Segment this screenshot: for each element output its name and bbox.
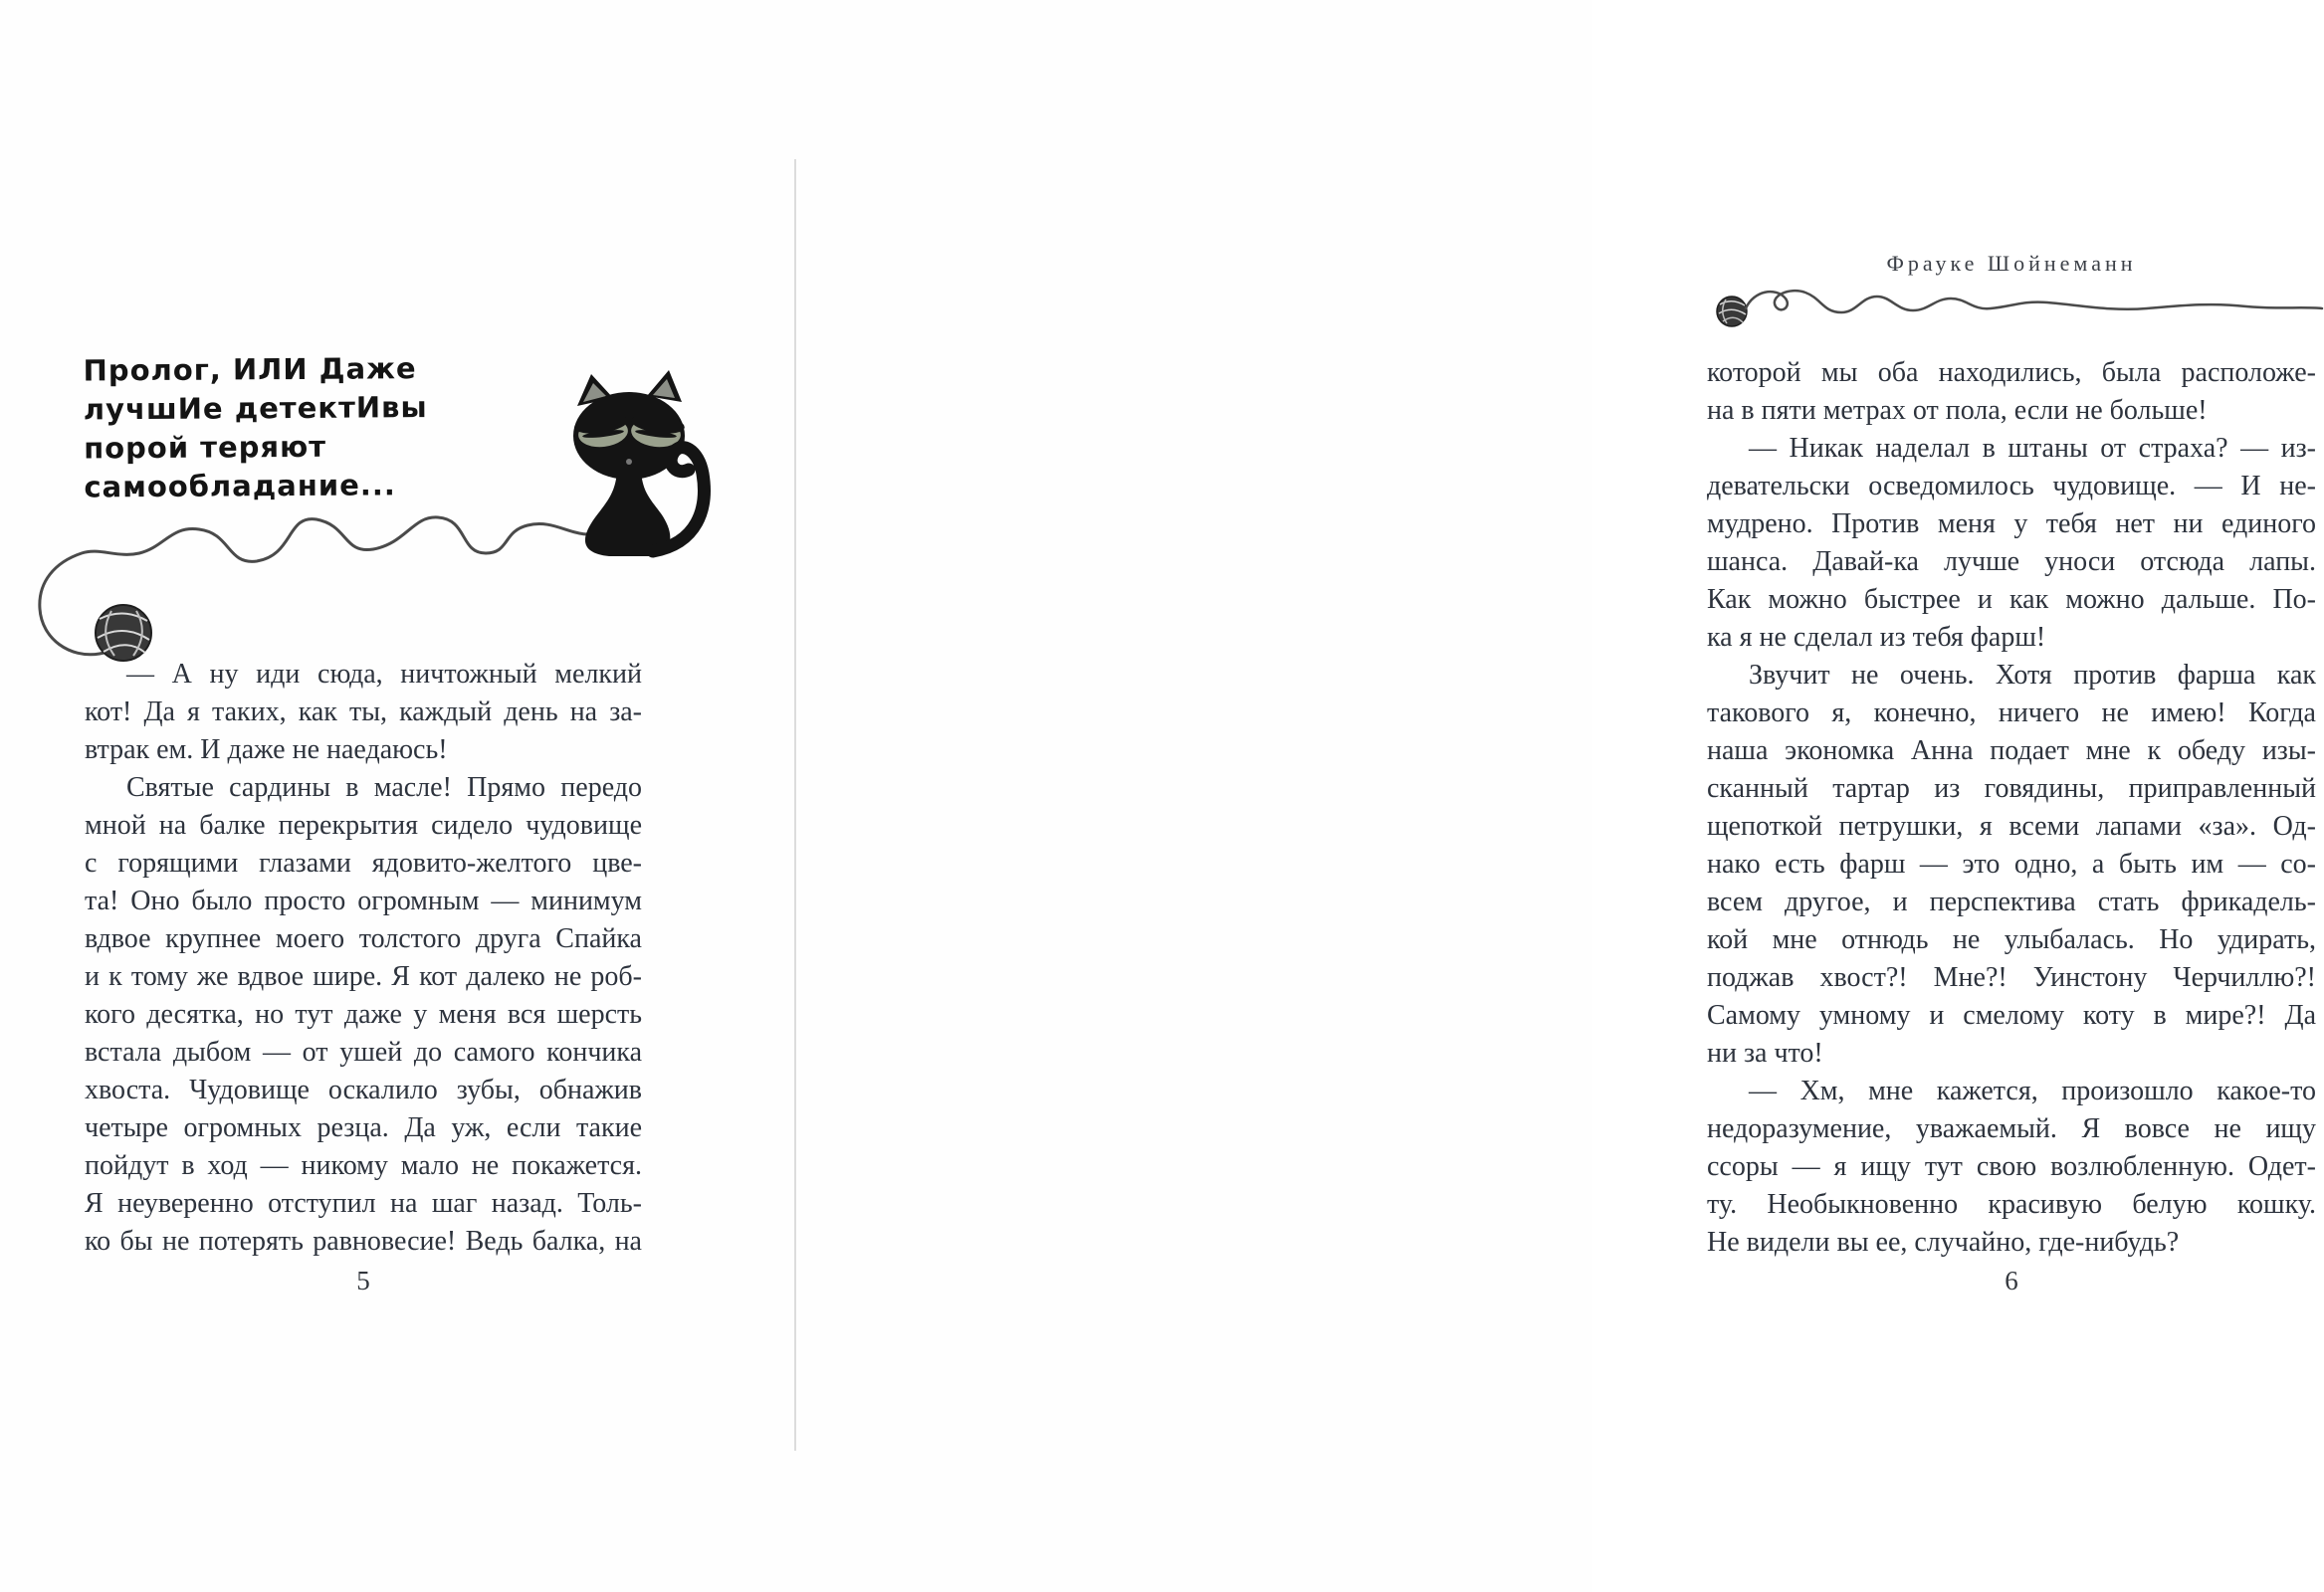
text-line: та! Оно было просто огромным — минимум — [85, 886, 642, 916]
text-line: сканный тартар из говядины, приправленный — [1707, 773, 2316, 804]
black-cat-icon — [573, 370, 704, 556]
cat-and-yarn-illustration — [0, 358, 756, 687]
text-line: которой мы оба находились, была расположе- — [1707, 357, 2316, 388]
yarn-ball-icon — [96, 605, 151, 661]
header-yarn-illustration — [1692, 281, 2324, 342]
text-line: вдвое крупнее моего толстого друга Спайка — [85, 923, 642, 954]
text-line: щепоткой петрушки, я всеми лапами «за». Од- — [1707, 811, 2316, 842]
text-line: Самому умному и смелому коту в мире?! Да — [1707, 1000, 2316, 1031]
text-line: лучшИе детектИвы — [83, 390, 428, 427]
text-line: на в пяти метрах от пола, если не больше! — [1707, 395, 2208, 426]
text-line: поджав хвост?! Мне?! Уинстону Черчиллю?! — [1707, 962, 2316, 993]
text-line: такового я, конечно, ничего не имею! Когда — [1707, 697, 2316, 728]
text-line: и к тому же вдвое шире. Я кот далеко не роб- — [85, 961, 642, 992]
text-line: пойдут в ход — никому мало не покажется. — [85, 1150, 642, 1181]
text-line: встала дыбом — от ушей до самого кончика — [85, 1037, 642, 1068]
text-line: Как можно быстрее и как можно дальше. По- — [1707, 584, 2316, 615]
text-line: кого десятка, но тут даже у меня вся шерсть — [85, 999, 642, 1030]
text-line: всем другое, и перспектива стать фрикадель- — [1707, 887, 2316, 917]
right-page-text — [1707, 354, 2316, 1262]
left-page-number: 5 — [356, 1266, 370, 1295]
text-line: кой мне отнюдь не улыбалась. Но удирать, — [1707, 924, 2316, 955]
text-line: мудрено. Против меня у тебя нет ни единого — [1707, 508, 2316, 539]
left-page — [0, 0, 794, 1592]
text-line: девательски осведомилось чудовище. — И не- — [1707, 471, 2316, 501]
text-line: шанса. Давай-ка лучше уноси отсюда лапы. — [1707, 546, 2316, 577]
text-line: Не видели вы ее, случайно, где-нибудь? — [1707, 1227, 2180, 1258]
yarn-string — [1746, 291, 2322, 312]
text-line: недоразумение, уважаемый. Я вовсе не ищу — [1707, 1113, 2316, 1144]
text-line: нако есть фарш — это одно, а быть им — со- — [1707, 849, 2316, 880]
text-line: самообладание... — [84, 468, 396, 504]
text-line: ко бы не потерять равновесие! Ведь балка, на — [85, 1226, 642, 1257]
yarn-ball-icon — [1717, 297, 1747, 326]
text-line: ка я не сделал из тебя фарш! — [1707, 622, 2046, 653]
text-line: — Никак наделал в штаны от страха? — из- — [1749, 433, 2316, 464]
text-line: ни за что! — [1707, 1038, 1823, 1069]
text-line: мной на балке перекрытия сидело чудовище — [85, 810, 642, 841]
text-line: ту. Необыкновенно красивую белую кошку. — [1707, 1189, 2316, 1220]
text-line: хвоста. Чудовище оскалило зубы, обнажив — [85, 1075, 642, 1105]
text-line: Я неуверенно отступил на шаг назад. Толь- — [85, 1188, 642, 1219]
text-line: — А ну иди сюда, ничтожный мелкий — [126, 659, 642, 690]
text-line: Звучит не очень. Хотя против фарша как — [1749, 660, 2316, 691]
text-line: — Хм, мне кажется, произошло какое-то — [1749, 1076, 2316, 1106]
text-line: четыре огромных резца. Да уж, если такие — [85, 1112, 642, 1143]
text-line: наша экономка Анна подает мне к обеду изы- — [1707, 735, 2316, 766]
left-page-text — [85, 656, 642, 1261]
text-line: втрак ем. И даже не наедаюсь! — [85, 734, 448, 765]
text-line: кот! Да я таких, как ты, каждый день на за- — [85, 696, 642, 727]
text-line: порой теряют — [84, 429, 327, 466]
text-line: с горящими глазами ядовито-желтого цве- — [85, 848, 642, 879]
right-page — [796, 0, 2316, 1592]
text-line: Пролог, ИЛИ Даже — [83, 351, 417, 388]
right-page-number: 6 — [2005, 1266, 2018, 1295]
text-line: Святые сардины в масле! Прямо передо — [126, 772, 642, 803]
text-line: ссоры — я ищу тут свою возлюбленную. Одет- — [1707, 1151, 2316, 1182]
running-header-author: Фрауке Шойнеманн — [1886, 251, 2137, 276]
